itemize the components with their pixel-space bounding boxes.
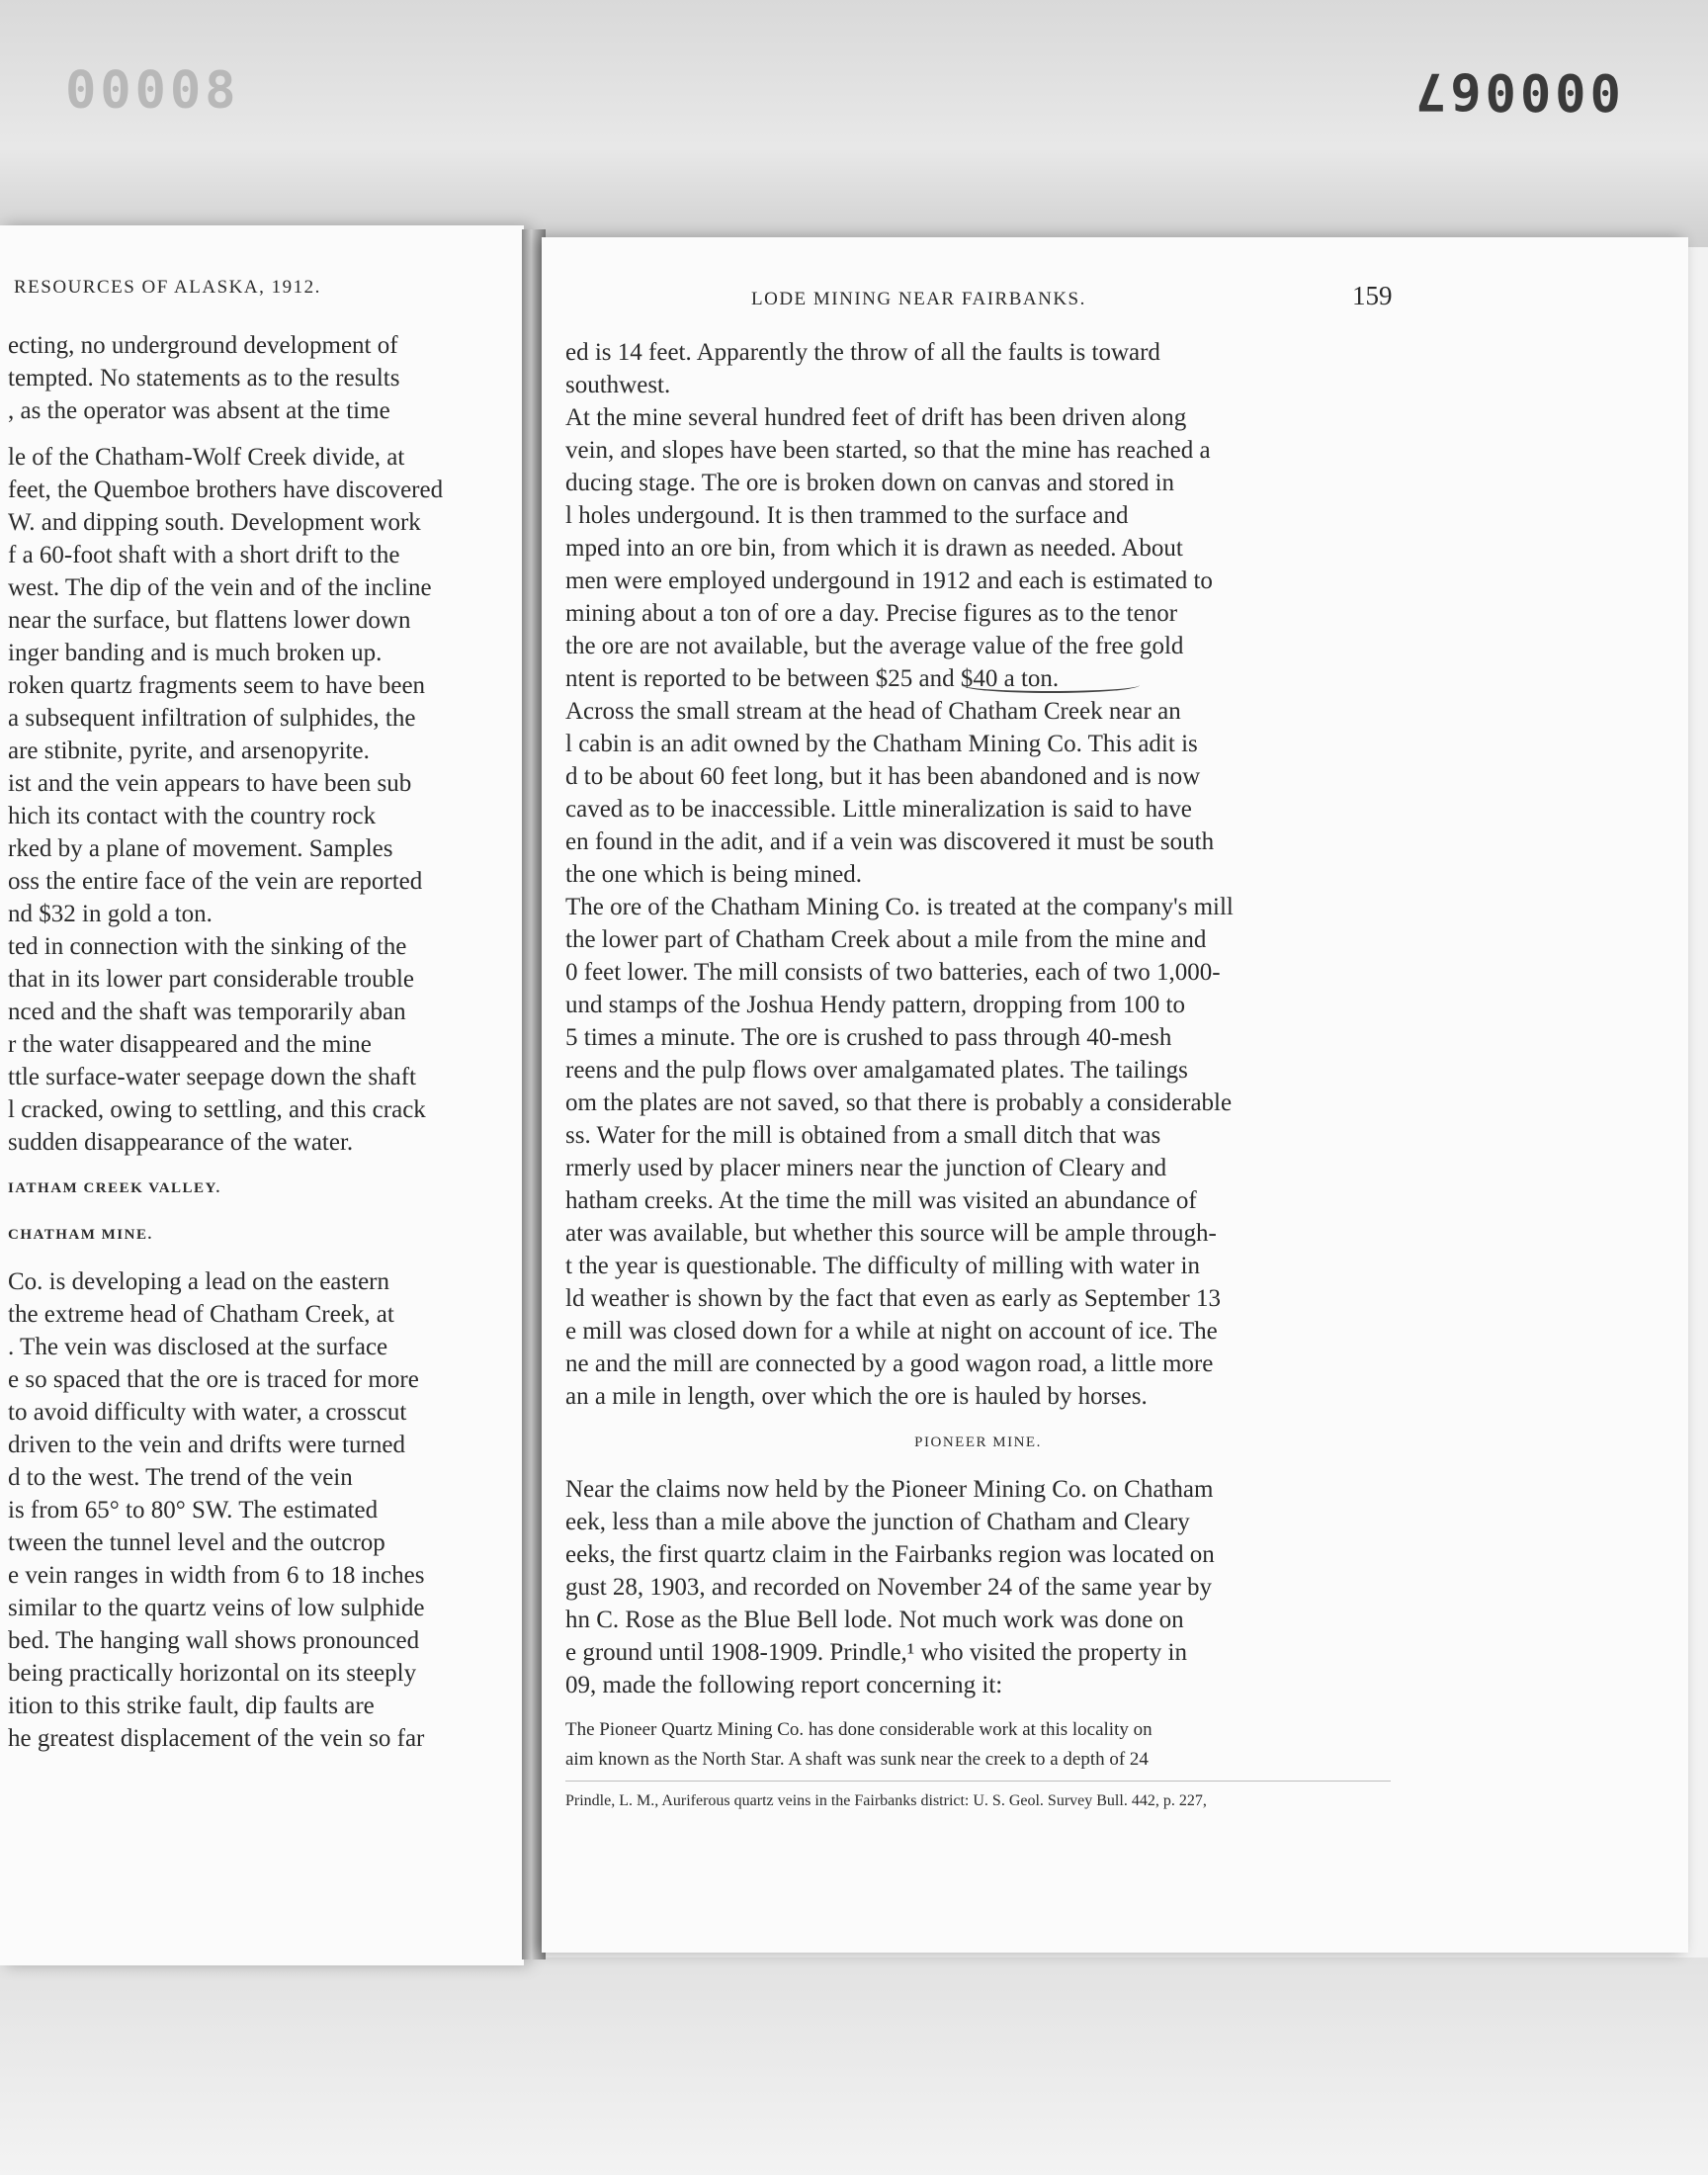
text-line: eek, less than a mile above the junction of Chatham and Cleary — [565, 1509, 1190, 1535]
text-line: Across the small stream at the head of Chatham Creek near an — [565, 698, 1181, 725]
scan-bottom-shadow — [0, 1958, 1708, 2175]
text-line: vein, and slopes have been started, so that the mine has reached a — [565, 437, 1211, 464]
text-line: Near the claims now held by the Pioneer Mining Co. on Chatham — [565, 1476, 1214, 1503]
text-line: e so spaced that the ore is traced for more — [8, 1366, 419, 1393]
text-line: bed. The hanging wall shows pronounced — [8, 1627, 420, 1654]
text-line: caved as to be inaccessible. Little mineralization is said to have — [565, 796, 1192, 823]
footnote: Prindle, L. M., Auriferous quartz veins in the Fairbanks district: U. S. Geol. Survey Bull. 442, p. 227, — [565, 1792, 1207, 1809]
text-line: e mill was closed down for a while at night on account of ice. The — [565, 1318, 1218, 1345]
text-line: oss the entire face of the vein are reported — [8, 868, 423, 895]
left-running-head: RESOURCES OF ALASKA, 1912. — [14, 277, 321, 298]
text-line: le of the Chatham-Wolf Creek divide, at — [8, 444, 405, 471]
bates-stamp-right: 000067 — [1411, 61, 1621, 121]
text-line: 5 times a minute. The ore is crushed to pass through 40-mesh — [565, 1024, 1172, 1051]
text-line: are stibnite, pyrite, and arsenopyrite. — [8, 738, 370, 764]
text-line: nd $32 in gold a ton. — [8, 901, 213, 927]
bates-stamp-left: 80000 — [61, 61, 236, 121]
text-line: ition to this strike fault, dip faults are — [8, 1693, 375, 1719]
paragraph-gap — [8, 1252, 443, 1265]
right-running-head: LODE MINING NEAR FAIRBANKS. — [751, 289, 1086, 309]
text-line: und stamps of the Joshua Hendy pattern, dropping from 100 to — [565, 992, 1185, 1018]
text-line: ducing stage. The ore is broken down on canvas and stored in — [565, 470, 1175, 496]
text-line: , as the operator was absent at the time — [8, 397, 390, 424]
text-line: 0 feet lower. The mill consists of two batteries, each of two 1,000- — [565, 959, 1221, 986]
text-line: men were employed undergound in 1912 and each is estimated to — [565, 567, 1213, 594]
faded-margin-stamp — [1517, 1063, 1577, 1419]
section-heading: CHATHAM MINE. — [8, 1227, 153, 1243]
text-line: rked by a plane of movement. Samples — [8, 835, 393, 862]
page-number: 159 — [1352, 281, 1393, 310]
paragraph-gap — [8, 1159, 443, 1173]
text-line: the ore are not available, but the average value of the free gold — [565, 633, 1184, 659]
text-line: ater was available, but whether this source will be ample through- — [565, 1220, 1217, 1247]
text-line: the lower part of Chatham Creek about a mile from the mine and — [565, 926, 1207, 953]
text-line: mining about a ton of ore a day. Precise figures as to the tenor — [565, 600, 1178, 627]
quoted-text-line: aim known as the North Star. A shaft was sunk near the creek to a depth of 24 — [565, 1749, 1149, 1770]
text-line: near the surface, but flattens lower down — [8, 607, 411, 634]
quoted-text-line: The Pioneer Quartz Mining Co. has done considerable work at this locality on — [565, 1719, 1153, 1740]
text-line: r the water disappeared and the mine — [8, 1031, 372, 1058]
text-line: ttle surface-water seepage down the shaft — [8, 1064, 417, 1090]
text-line: inger banding and is much broken up. — [8, 640, 383, 666]
section-heading: IATHAM CREEK VALLEY. — [8, 1180, 221, 1196]
text-line: ist and the vein appears to have been sub — [8, 770, 412, 797]
right-page — [542, 237, 1688, 1953]
text-line: e vein ranges in width from 6 to 18 inches — [8, 1562, 425, 1589]
right-body-text — [565, 336, 1391, 1815]
text-line: hn C. Rose as the Blue Bell lode. Not much work was done on — [565, 1607, 1184, 1633]
paragraph-gap — [565, 1413, 1391, 1427]
text-line: is from 65° to 80° SW. The estimated — [8, 1497, 379, 1523]
text-line: e ground until 1908-1909. Prindle,¹ who visited the property in — [565, 1639, 1187, 1666]
text-line: sudden disappearance of the water. — [8, 1129, 354, 1156]
text-line: a subsequent infiltration of sulphides, the — [8, 705, 416, 732]
text-line: ecting, no underground development of — [8, 332, 398, 359]
text-line: At the mine several hundred feet of drift has been driven along — [565, 404, 1187, 431]
text-line: tempted. No statements as to the results — [8, 365, 400, 392]
text-line: 09, made the following report concerning it: — [565, 1672, 1003, 1698]
left-body-text — [8, 329, 443, 1755]
text-line: l holes undergound. It is then trammed to the surface and — [565, 502, 1129, 529]
text-line: ne and the mill are connected by a good wagon road, a little more — [565, 1350, 1214, 1377]
text-line: Co. is developing a lead on the eastern — [8, 1268, 389, 1295]
text-line: The ore of the Chatham Mining Co. is treated at the company's mill — [565, 894, 1234, 920]
text-line: to avoid difficulty with water, a crosscut — [8, 1399, 407, 1426]
text-line: W. and dipping south. Development work — [8, 509, 421, 536]
text-line: tween the tunnel level and the outcrop — [8, 1529, 385, 1556]
scan-top-shadow — [0, 0, 1708, 247]
text-line: en found in the adit, and if a vein was discovered it must be south — [565, 828, 1215, 855]
text-line: an a mile in length, over which the ore is hauled by horses. — [565, 1383, 1148, 1410]
text-line: hatham creeks. At the time the mill was visited an abundance of — [565, 1187, 1197, 1214]
text-line: . The vein was disclosed at the surface — [8, 1334, 388, 1360]
text-line: feet, the Quemboe brothers have discovered — [8, 477, 444, 503]
text-line: he greatest displacement of the vein so far — [8, 1725, 425, 1752]
paragraph-gap — [8, 427, 443, 441]
footnote-rule — [565, 1781, 1391, 1782]
text-line: f a 60-foot shaft with a short drift to the — [8, 542, 400, 568]
text-line: mped into an ore bin, from which it is drawn as needed. About — [565, 535, 1183, 562]
text-line: ss. Water for the mill is obtained from a small ditch that was — [565, 1122, 1161, 1149]
text-line: l cracked, owing to settling, and this crack — [8, 1096, 426, 1123]
text-line: d to be about 60 feet long, but it has been abandoned and is now — [565, 763, 1201, 790]
text-line: being practically horizontal on its steeply — [8, 1660, 417, 1687]
pen-underline-mark — [962, 677, 1140, 693]
text-line: l cabin is an adit owned by the Chatham Mining Co. This adit is — [565, 731, 1198, 757]
paragraph-gap — [565, 1459, 1391, 1473]
text-line: the extreme head of Chatham Creek, at — [8, 1301, 394, 1328]
text-line: gust 28, 1903, and recorded on November 24 of the same year by — [565, 1574, 1212, 1601]
section-heading: PIONEER MINE. — [914, 1435, 1042, 1450]
paragraph-gap — [565, 1701, 1391, 1715]
text-line: southwest. — [565, 372, 671, 398]
text-line: west. The dip of the vein and of the incline — [8, 574, 432, 601]
text-line: om the plates are not saved, so that there is probably a considerable — [565, 1089, 1233, 1116]
text-line: driven to the vein and drifts were turned — [8, 1432, 405, 1458]
text-line: t the year is questionable. The difficulty of milling with water in — [565, 1253, 1200, 1279]
text-line: rmerly used by placer miners near the junction of Cleary and — [565, 1155, 1167, 1181]
text-line: ted in connection with the sinking of the — [8, 933, 407, 960]
text-line: ntent is reported to be between $25 and $40 a ton. — [565, 665, 1060, 692]
text-line: ld weather is shown by the fact that even as early as September 13 — [565, 1285, 1221, 1312]
left-page — [0, 225, 524, 1965]
text-line: eeks, the first quartz claim in the Fairbanks region was located on — [565, 1541, 1215, 1568]
text-line: nced and the shaft was temporarily aban — [8, 999, 406, 1025]
text-line: ed is 14 feet. Apparently the throw of all the faults is toward — [565, 339, 1160, 366]
text-line: roken quartz fragments seem to have been — [8, 672, 426, 699]
text-line: reens and the pulp flows over amalgamated plates. The tailings — [565, 1057, 1188, 1084]
text-line: similar to the quartz veins of low sulphide — [8, 1595, 425, 1621]
text-line: hich its contact with the country rock — [8, 803, 377, 829]
paragraph-gap — [8, 1205, 443, 1219]
text-line: d to the west. The trend of the vein — [8, 1464, 353, 1491]
text-line: the one which is being mined. — [565, 861, 862, 888]
text-line: that in its lower part considerable trouble — [8, 966, 414, 993]
